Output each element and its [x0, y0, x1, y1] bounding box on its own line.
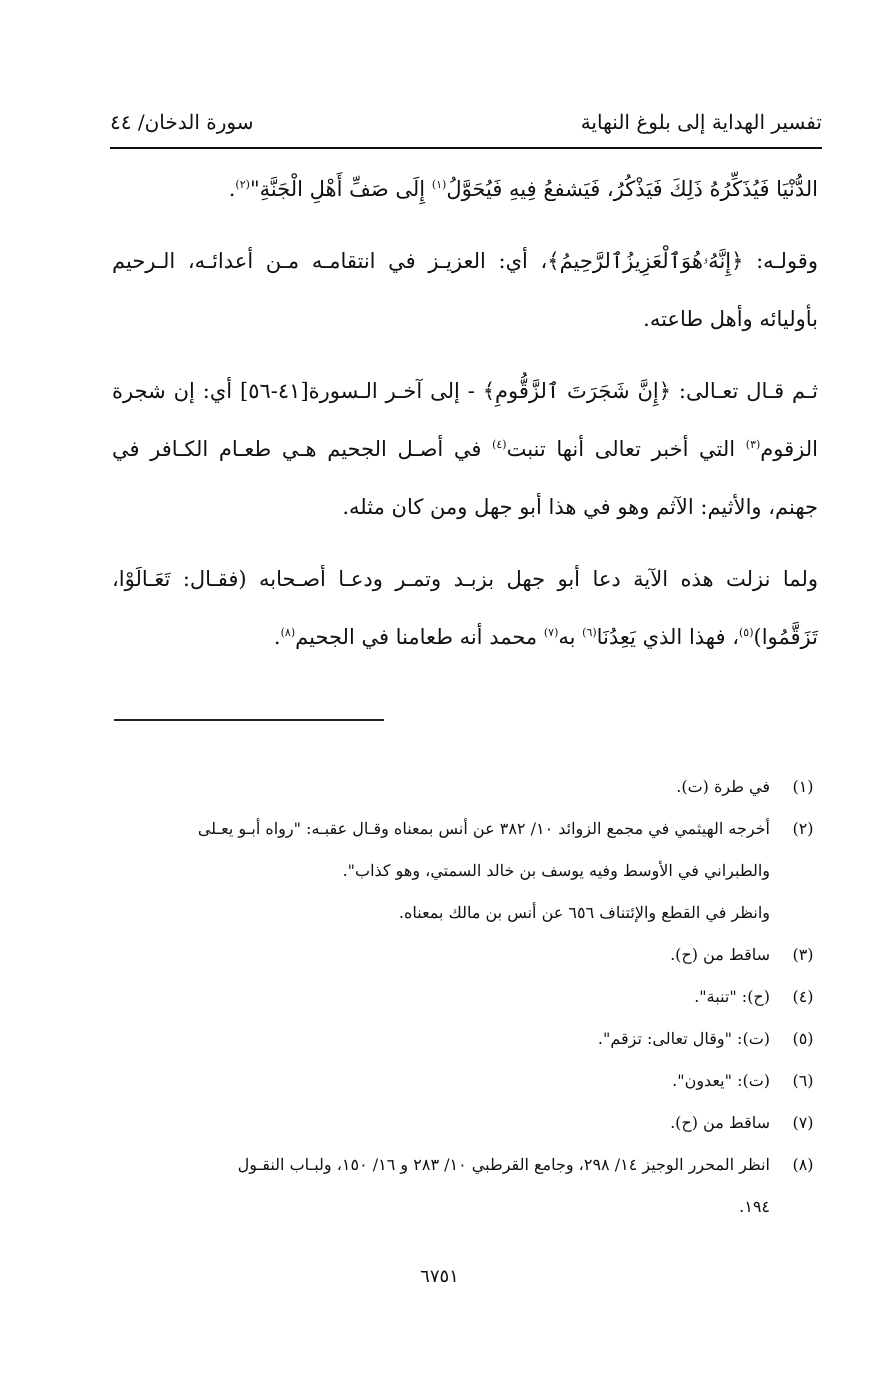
paragraph-4: ولما نزلت هذه الآية دعا أبو جهل بزبـد وتمـر ودعـا أصـحابه (فقـال: تَعَـالَوْا، تَزَقَّمُوا)$^{(٥)}$، فهذا الذي يَعِدُنَا$^{(٦)}$ به$^{(٧)}$ محمد أنه طعامنا في الجحيم$^{(٨)}$.	[112, 567, 818, 649]
footnote-ref: (٤)	[492, 438, 507, 451]
surah-title: سورة الدخان/ ٤٤	[110, 110, 254, 134]
footnote-number: (٢)	[792, 819, 814, 838]
paragraph-1: الدُّنْيَا فَيُذَكِّرُهُ ذَلِكَ فَيَذْكُرُ، فَيَشفعُ فِيهِ فَيُحَوَّلُ$^{(١)}$ إِلَى صَفِّ أَهْلِ الْجَنَّةِ"$^{(٢)}$.	[228, 177, 818, 201]
footnote: (٥) (ت): "وقال تعالى: تزقم".	[118, 1018, 836, 1060]
footnote-number: (٦)	[792, 1071, 814, 1090]
footnote: (٦) (ت): "يعدون".	[118, 1060, 836, 1102]
paragraph-3: ثـم قـال تعـالى: ﴿إِنَّ شَجَرَتَ ٱلزَّقُّومِ﴾ - إلى آخـر الـسورة[٤١-٥٦] أي: إن شجرة الزقوم$^{(٣)}$ التي أخبر تعالى أنها تنبت$^{(٤)}$ في أصـل الجحيم هـي طعـام الكـافر في جهنم، والأثيم: الآثم وهو في هذا أبو جهل ومن كان مثله.	[112, 379, 818, 519]
footnote: (٨) انظر المحرر الوجيز ١٤/ ٢٩٨، وجامع القرطبي ١٠/ ٢٨٣ و ١٦/ ١٥٠، ولبـاب النقـول ١٩٤.	[118, 1144, 836, 1228]
running-header	[110, 104, 822, 140]
footnote-ref: (١)	[431, 178, 447, 191]
main-text	[112, 160, 818, 666]
footnote-ref: (٢)	[235, 178, 250, 191]
footnote: (٤) (ح): "تنبة".	[118, 976, 836, 1018]
footnote-ref: (٦)	[582, 626, 597, 639]
footnote-number: (٥)	[792, 1029, 814, 1048]
footnote-number: (٧)	[792, 1113, 814, 1132]
footnote-ref: (٨)	[280, 626, 296, 639]
footnote-ref: (٥)	[738, 626, 754, 639]
book-title: تفسير الهداية إلى بلوغ النهاية	[580, 110, 822, 134]
footnote: (٢) أخرجه الهيثمي في مجمع الزوائد ١٠/ ٣٨٢ عن أنس بمعناه وقـال عقبـه: "رواه أبـو يعـلى والطبراني في الأوسط وفيه يوسف بن خالد السمتي، وهو كذاب". وانظر في القطع والإئتناف ٦٥٦ عن أنس بن مالك بمعناه.	[118, 808, 836, 934]
footnotes	[118, 766, 836, 1228]
footnote-ref: (٧)	[543, 626, 559, 639]
footnote: (٧) ساقط من (ح).	[118, 1102, 836, 1144]
footnote: (١) في طرة (ت).	[118, 766, 836, 808]
footnote-number: (٨)	[792, 1155, 814, 1174]
footnote-number: (٣)	[792, 945, 814, 964]
page-number: ٦٧٥١	[420, 1266, 459, 1287]
quran-verse: ﴿إِنَّهُۥهُوَٱلْعَزِيزُٱلرَّحِيمُ﴾	[547, 249, 744, 273]
footnote: (٣) ساقط من (ح).	[118, 934, 836, 976]
footnote-number: (١)	[792, 777, 814, 796]
paragraph-2: وقولـه: ﴿إِنَّهُۥهُوَٱلْعَزِيزُٱلرَّحِيمُ﴾، أي: العزيـز في انتقامـه مـن أعدائـه، الـرحيم بأوليائه وأهل طاعته.	[112, 249, 818, 331]
header-rule	[110, 147, 822, 149]
footnote-ref: (٣)	[745, 438, 761, 451]
quran-verse: ﴿إِنَّ شَجَرَتَ ٱلزَّقُّومِ﴾	[482, 379, 672, 403]
footnote-number: (٤)	[792, 987, 814, 1006]
